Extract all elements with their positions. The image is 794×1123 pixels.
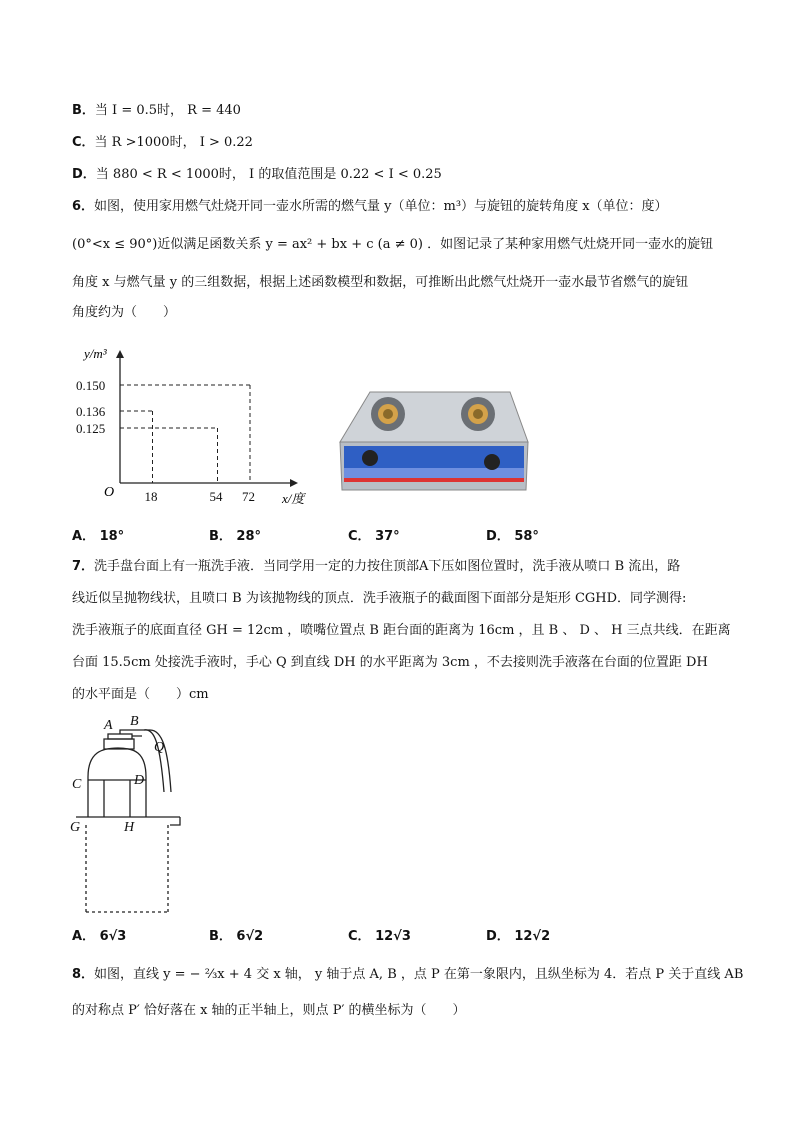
q7-bottle-figure	[68, 712, 193, 917]
right-knob-icon	[484, 454, 500, 470]
q8-line-2: 的对称点 P′ 恰好落在 x 轴的正半轴上，则点 P′ 的横坐标为（ ）	[72, 1003, 466, 1018]
q6-line-4: 角度约为（ ）	[72, 305, 177, 320]
q6-chart	[70, 338, 330, 513]
q6-option-b: B． 28°	[209, 529, 262, 544]
label-c: C	[72, 777, 82, 792]
q7-option-c: C． 12√3	[348, 929, 411, 944]
q6-options	[72, 528, 539, 546]
x-tick-54: 54	[209, 489, 223, 504]
left-knob-icon	[362, 450, 378, 466]
q6-line-2: (0°<x ≤ 90°)近似满足函数关系 y = ax² + bx + c (a ≠ 0) ．如图记录了某种家用燃气灶烧开同一壶水的旋钮	[72, 237, 714, 252]
x-tick-18: 18	[144, 489, 158, 504]
q7-options	[72, 928, 550, 946]
q7-option-d: D． 12√2	[486, 929, 551, 944]
q7-line-3: 洗手液瓶子的底面直径 GH = 12cm ，喷嘴位置点 B 距台面的距离为 16cm ，且 B 、 D 、 H 三点共线．在距离	[72, 623, 731, 638]
y-tick-0.150: 0.150	[76, 378, 106, 393]
label-q: Q	[154, 740, 165, 755]
q7-line-5: 的水平面是（ ）cm	[72, 687, 209, 702]
q8-line-1: 8．如图，直线 y = − ⅔x + 4 交 x 轴， y 轴于点 A, B ，点 P 在第一象限内，且纵坐标为 4．若点 P 关于直线 AB	[72, 967, 744, 982]
origin-label: O	[104, 485, 115, 500]
q7-option-b: B． 6√2	[209, 929, 264, 944]
q5-option-c: C．当 R >1000时， I > 0.22	[72, 135, 253, 150]
label-a: A	[104, 718, 113, 733]
q6-option-d: D． 58°	[486, 529, 539, 544]
label-h: H	[124, 820, 135, 835]
y-tick-0.125: 0.125	[76, 421, 106, 436]
q7-line-2: 线近似呈抛物线状，且喷口 B 为该抛物线的顶点．洗手液瓶子的截面图下面部分是矩形 CGHD．同学测得:	[72, 591, 687, 606]
x-axis-arrow	[290, 479, 298, 487]
q7-option-a: A． 6√3	[72, 929, 127, 944]
y-tick-0.136: 0.136	[76, 404, 106, 419]
q6-option-a: A． 18°	[72, 529, 125, 544]
q5-option-d: D．当 880 < R < 1000时， I 的取值范围是 0.22 < I < 0.25	[72, 167, 442, 182]
label-g: G	[70, 820, 81, 835]
y-axis-label: y/m³	[84, 346, 107, 361]
label-b: B	[130, 714, 139, 729]
q7-line-4: 台面 15.5cm 处接洗手液时，手心 Q 到直线 DH 的水平距离为 3cm ，不去接则洗手液落在台面的位置距 DH	[72, 655, 708, 670]
y-axis-arrow	[116, 350, 124, 358]
gas-stove-image	[330, 372, 530, 502]
q5-option-b: B．当 I = 0.5时， R = 440	[72, 103, 241, 118]
x-tick-72: 72	[242, 489, 255, 504]
q6-line-1: 6．如图，使用家用燃气灶烧开同一壶水所需的燃气量 y（单位：m³）与旋钮的旋转角度 x（单位：度）	[72, 199, 668, 214]
q6-option-c: C． 37°	[348, 529, 400, 544]
x-axis-label: x/度	[282, 491, 305, 506]
q6-line-3: 角度 x 与燃气量 y 的三组数据，根据上述函数模型和数据，可推断出此燃气灶烧开一壶水最节省燃气的旋钮	[72, 275, 689, 290]
q7-line-1: 7．洗手盘台面上有一瓶洗手液．当同学用一定的力按住顶部A下压如图位置时，洗手液从喷口 B 流出，路	[72, 559, 681, 574]
label-d: D	[134, 773, 145, 788]
